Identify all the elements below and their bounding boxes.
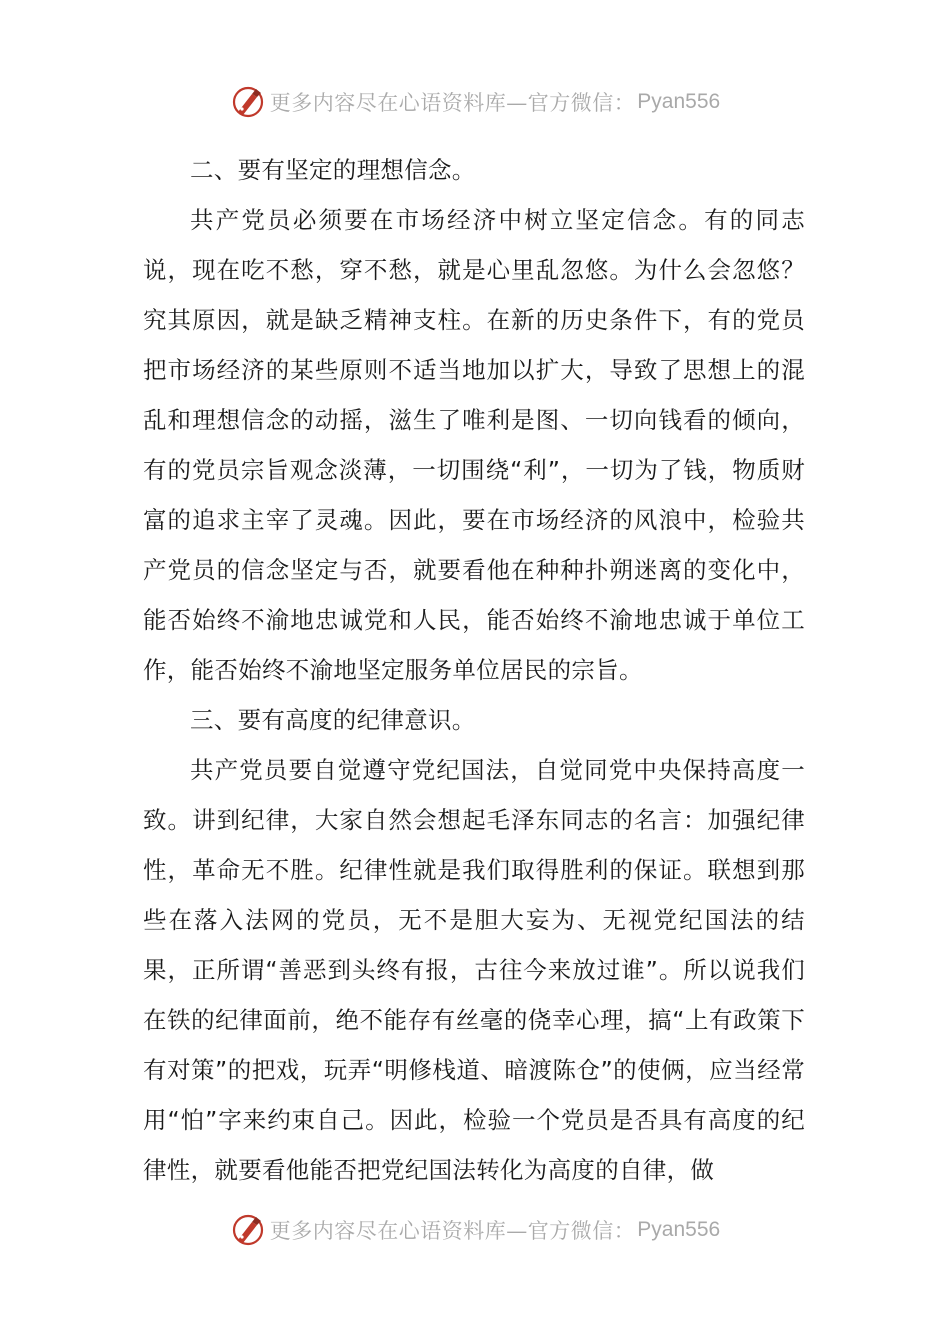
section-heading-2: 二、要有坚定的理想信念。 xyxy=(190,156,476,184)
watermark-brand-text: 更多内容尽在心语资料库—官方微信： xyxy=(269,91,636,115)
watermark-wechat-id: Pyan556 xyxy=(637,90,721,113)
pen-nib-logo-icon xyxy=(230,84,266,120)
watermark-footer xyxy=(0,1210,950,1250)
body-paragraph: 共产党员必须要在市场经济中树立坚定信念。有的同志说，现在吃不愁，穿不愁，就是心里乱忽悠。为什么会忽悠？究其原因，就是缺乏精神支柱。在新的历史条件下，有的党员把市场经济的某些原则不适当地加以扩大，导致了思想上的混乱和理想信念的动摇，滋生了唯利是图、一切向钱看的倾向，有的党员宗旨观念淡薄，一切围绕“利”，一切为了钱，物质财富的追求主宰了灵魂。因此，要在市场经济的风浪中，检验共产党员的信念坚定与否，就要看他在种种扑朔迷离的变化中，能否始终不渝地忠诚党和人民，能否始终不渝地忠诚于单位工作，能否始终不渝地坚定服务单位居民的宗旨。 xyxy=(143,206,805,684)
document-body xyxy=(143,145,805,1195)
section-heading-3: 三、要有高度的纪律意识。 xyxy=(190,706,476,734)
pen-nib-logo-icon xyxy=(230,1212,266,1248)
watermark-header xyxy=(0,82,950,122)
watermark-brand-text: 更多内容尽在心语资料库—官方微信： xyxy=(269,1219,636,1243)
body-paragraph: 共产党员要自觉遵守党纪国法，自觉同党中央保持高度一致。讲到纪律，大家自然会想起毛泽东同志的名言：加强纪律性，革命无不胜。纪律性就是我们取得胜利的保证。联想到那些在落入法网的党员，无不是胆大妄为、无视党纪国法的结果，正所谓“善恶到头终有报，古往今来放过谁”。所以说我们在铁的纪律面前，绝不能存有丝毫的侥幸心理，搞“上有政策下有对策”的把戏，玩弄“明修栈道、暗渡陈仓”的使俩，应当经常用“怕”字来约束自己。因此，检验一个党员是否具有高度的纪律性，就要看他能否把党纪国法转化为高度的自律，做 xyxy=(143,756,805,1184)
watermark-wechat-id: Pyan556 xyxy=(637,1218,721,1241)
